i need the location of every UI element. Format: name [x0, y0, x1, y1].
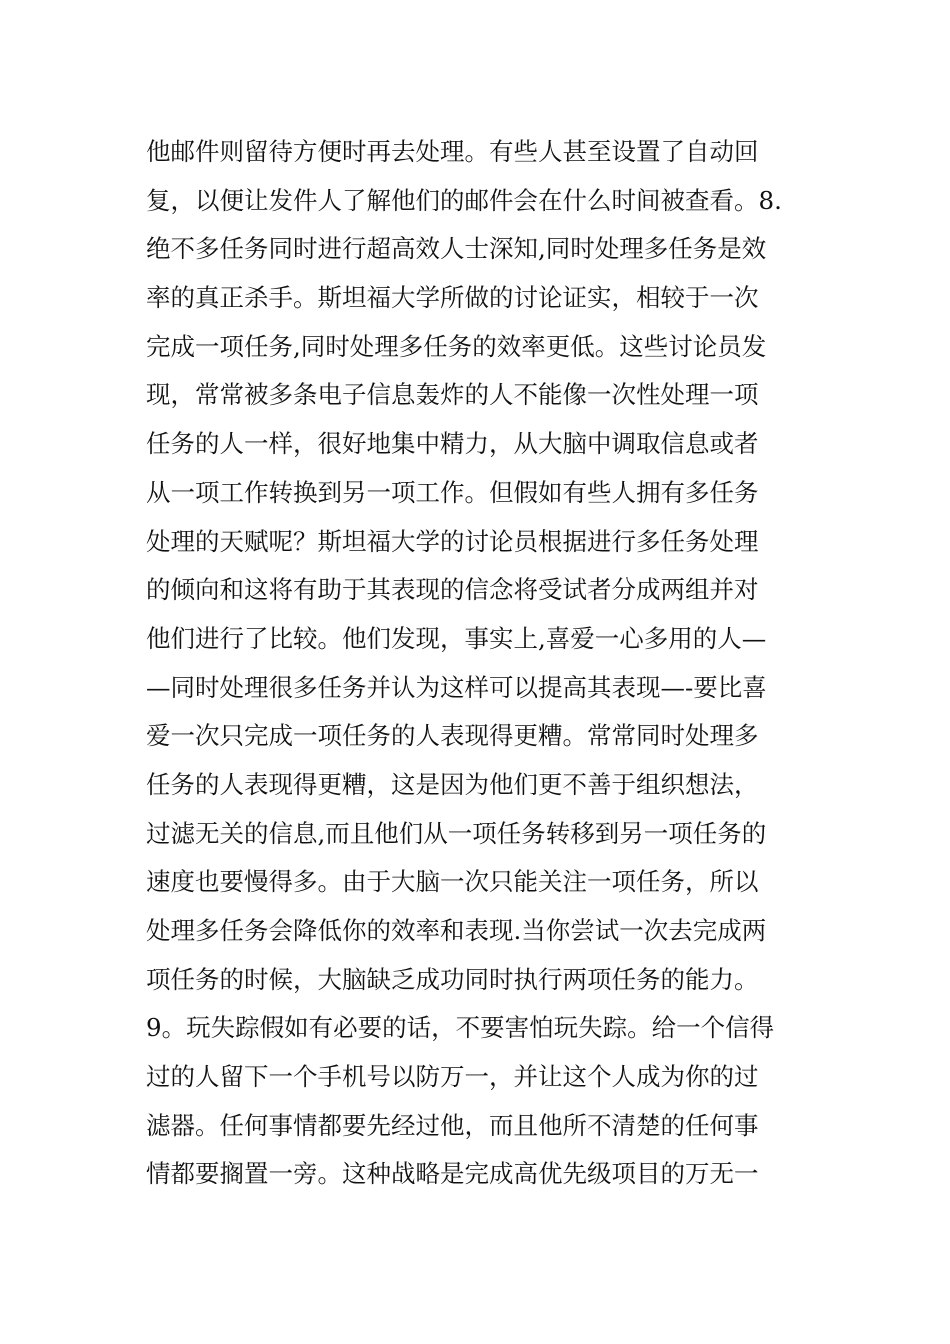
text-line: 处理多任务会降低你的效率和表现.当你尝试一次去完成两 — [146, 916, 767, 945]
text-line: 滤器。任何事情都要先经过他，而且他所不清楚的任何事 — [146, 1110, 759, 1140]
text-line: 速度也要慢得多。由于大脑一次只能关注一项任务，所以 — [146, 867, 759, 897]
text-line: 他们进行了比较。他们发现，事实上,喜爱一心多用的人— — [146, 623, 767, 653]
text-line: 过滤无关的信息,而且他们从一项任务转移到另一项任务的 — [146, 818, 767, 848]
text-line: 爱一次只完成一项任务的人表现得更糟。常常同时处理多 — [146, 721, 759, 751]
text-line: 情都要搁置一旁。这种战略是完成高优先级项目的万无一 — [146, 1159, 759, 1189]
text-line: 9。玩失踪假如有必要的话，不要害怕玩失踪。给一个信得 — [146, 1013, 775, 1043]
text-line: 现，常常被多条电子信息轰炸的人不能像一次性处理一项 — [146, 380, 759, 410]
text-line: 任务的人表现得更糟，这是因为他们更不善于组织想法， — [146, 769, 759, 799]
text-line: —同时处理很多任务并认为这样可以提高其表现—-要比喜 — [146, 672, 767, 702]
text-line: 他邮件则留待方便时再去处理。有些人甚至设置了自动回 — [146, 137, 759, 166]
body-text — [146, 128, 826, 1199]
text-line: 完成一项任务,同时处理多任务的效率更低。这些讨论员发 — [146, 331, 767, 361]
text-line: 过的人留下一个手机号以防万一，并让这个人成为你的过 — [146, 1062, 759, 1092]
text-line: 率的真正杀手。斯坦福大学所做的讨论证实，相较于一次 — [146, 283, 759, 313]
text-line: 项任务的时候，大脑缺乏成功同时执行两项任务的能力。 — [146, 964, 759, 994]
text-line: 任务的人一样，很好地集中精力，从大脑中调取信息或者 — [146, 429, 759, 459]
text-line: 处理的天赋呢？斯坦福大学的讨论员根据进行多任务处理 — [146, 526, 759, 556]
text-line: 复，以便让发件人了解他们的邮件会在什么时间被查看。8. — [146, 185, 782, 215]
text-line: 绝不多任务同时进行超高效人士深知,同时处理多任务是效 — [146, 234, 767, 264]
text-line: 从一项工作转换到另一项工作。但假如有些人拥有多任务 — [146, 477, 759, 507]
text-line: 的倾向和这将有助于其表现的信念将受试者分成两组并对 — [146, 575, 759, 605]
